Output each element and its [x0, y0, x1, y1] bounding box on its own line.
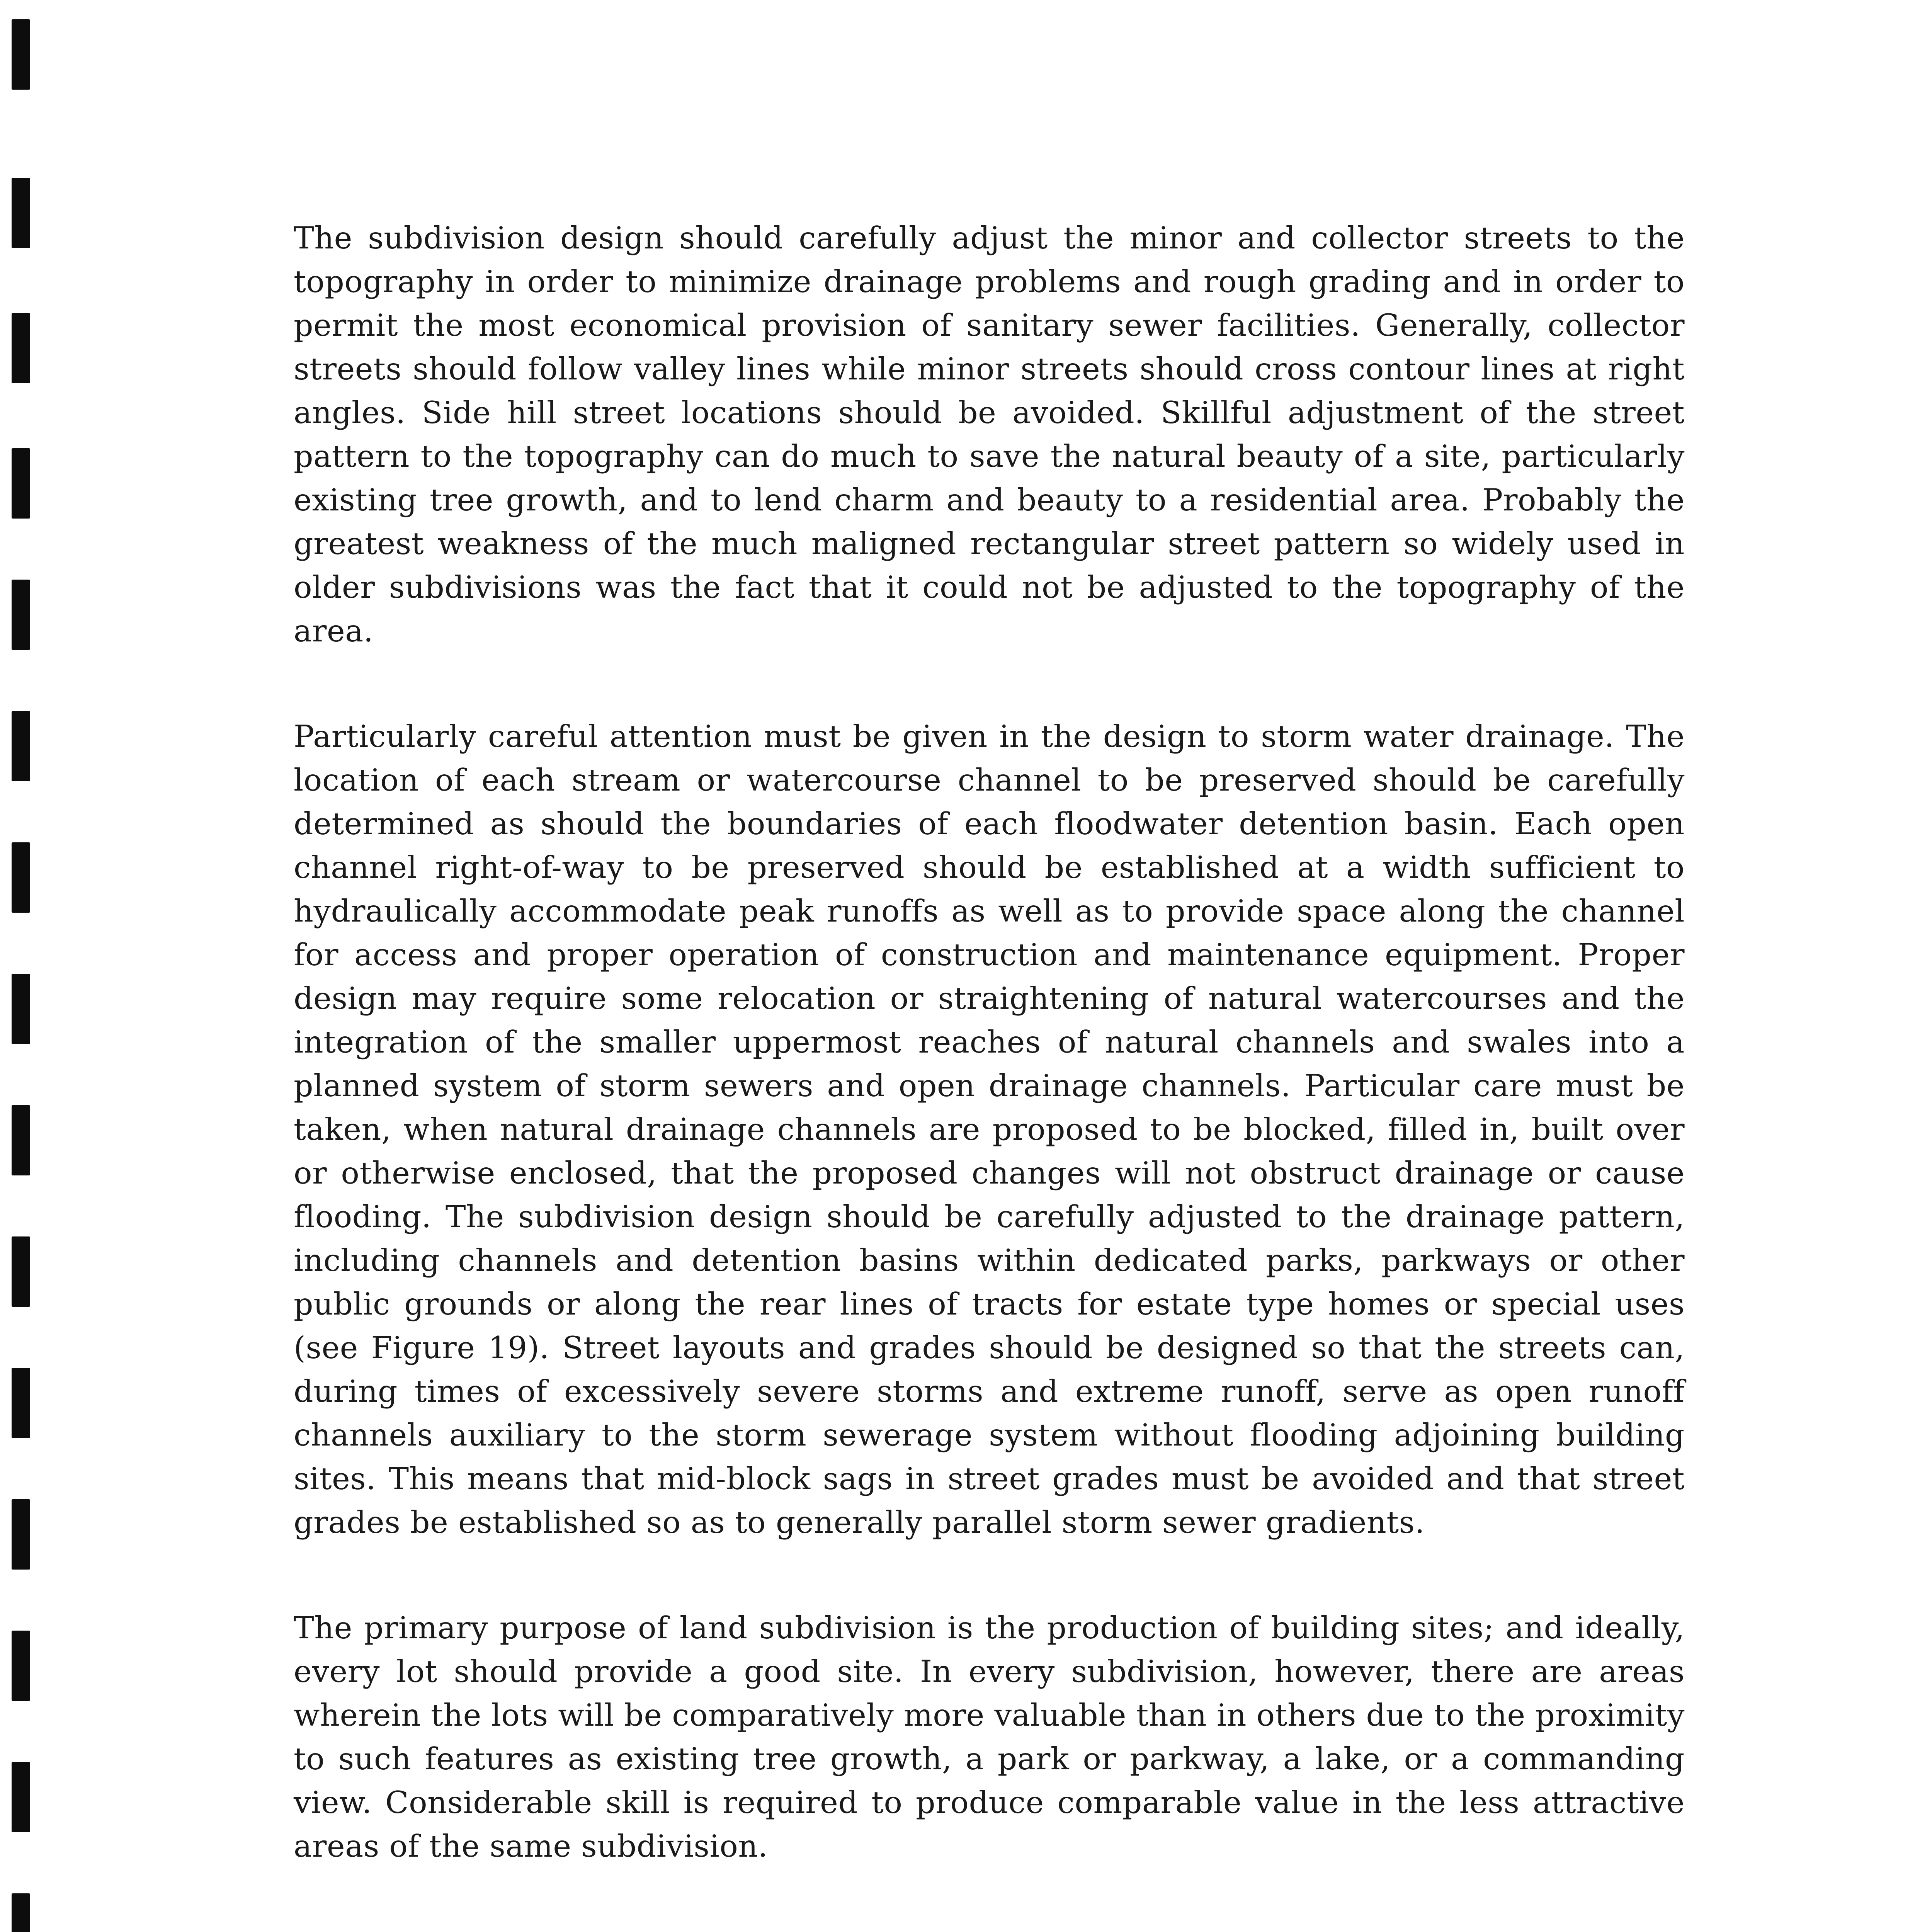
- paragraph-street-topography: The subdivision design should carefully adjust the minor and collector streets to the topography in order to minimize drainage problems and rough grading and in order to permit the most economical provision of sanitary sewer facilities. Generally, collector streets should follow valley lines while minor streets should cross contour lines at right angles. Side hill street locations should be avoided. Skillful adjustment of the street pattern to the topography can do much to save the natural beauty of a site, particularly existing tree growth, and to lend charm and beauty to a residential area. Probably the greatest weakness of the much maligned rectangular street pattern so widely used in older subdivisions was the fact that it could not be adjusted to the topography of the area.: [294, 220, 1685, 649]
- binding-hole: [12, 178, 30, 248]
- binding-hole: [12, 1762, 30, 1832]
- binding-hole: [12, 580, 30, 650]
- binding-hole: [12, 974, 30, 1044]
- binding-hole: [12, 1893, 30, 1932]
- binding-hole: [12, 19, 30, 90]
- binding-hole: [12, 1631, 30, 1701]
- paragraph-storm-drainage: Particularly careful attention must be given in the design to storm water drainage. The location of each stream or watercourse channel to be preserved should be carefully determined as should the boundaries of each floodwater detention basin. Each open channel right-of-way to be preserved should be established at a width sufficient to hydraulically accommodate peak runoffs as well as to provide space along the channel for access and proper operation of construction and maintenance equipment. Proper design may require some relocation or straightening of natural watercourses and the integration of the smaller uppermost reaches of natural channels and swales into a planned system of storm sewers and open drainage channels. Particular care must be taken, when natural drainage channels are proposed to be blocked, filled in, built over or otherwise enclosed, that the proposed changes will not obstruct drainage or cause flooding. The subdivision design should be carefully adjusted to the drainage pattern, including channels and detention basins within dedicated parks, parkways or other public grounds or along the rear lines of tracts for estate type homes or special uses (see Figure 19). Street layouts and grades should be designed so that the streets can, during times of excessively severe storms and extreme runoff, serve as open runoff channels auxiliary to the storm sewerage system without flooding adjoining building sites. This means that mid-block sags in street grades must be avoided and that street grades be established so as to generally parallel storm sewer gradients.: [294, 719, 1685, 1540]
- page-body: [294, 216, 1685, 1932]
- paragraph-lot-areas: [294, 1930, 1685, 1932]
- binding-hole: [12, 1105, 30, 1175]
- binding-hole: [12, 1499, 30, 1570]
- binding-hole: [12, 1236, 30, 1307]
- binding-hole: [12, 448, 30, 519]
- binding-hole: [12, 1368, 30, 1438]
- binding-hole: [12, 313, 30, 383]
- paragraph-building-sites: The primary purpose of land subdivision is the production of building sites; and ideally, every lot should provide a good site. In every subdivision, however, there are areas wherein the lots will be comparatively more valuable than in others due to the proximity to such features as existing tree growth, a park or parkway, a lake, or a commanding view. Considerable skill is required to produce comparable value in the less attractive areas of the same subdivision.: [294, 1610, 1685, 1864]
- binding-hole: [12, 842, 30, 913]
- binding-hole: [12, 711, 30, 781]
- binding-strip: [0, 0, 54, 1932]
